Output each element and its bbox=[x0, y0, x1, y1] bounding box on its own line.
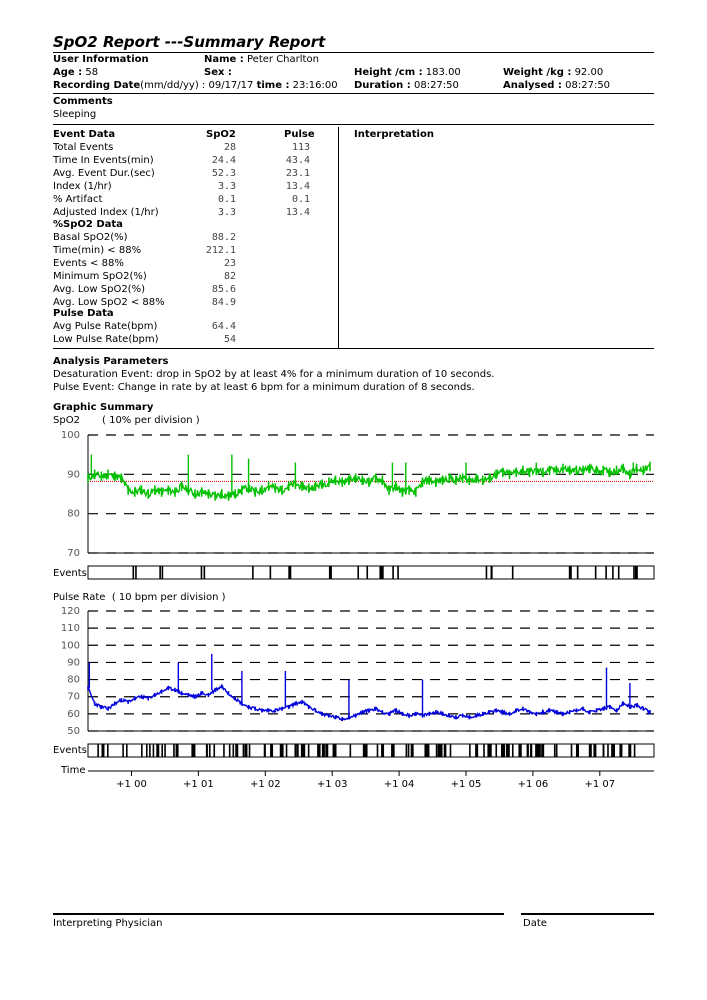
report-title: SpO2 Report ---Summary Report bbox=[53, 33, 326, 51]
event-marker bbox=[427, 744, 429, 757]
event-marker bbox=[264, 744, 266, 757]
recording-date-value: 09/17/17 bbox=[208, 80, 254, 91]
event-marker bbox=[589, 744, 592, 757]
event-marker bbox=[229, 744, 231, 757]
duration-field bbox=[354, 80, 459, 91]
event-marker bbox=[280, 744, 283, 757]
event-marker bbox=[605, 566, 607, 579]
recording-date-format: (mm/dd/yy) : bbox=[140, 80, 206, 91]
event-marker bbox=[556, 744, 558, 757]
event-marker bbox=[406, 744, 408, 757]
graphic-summary-heading: Graphic Summary bbox=[53, 402, 154, 413]
event-marker bbox=[424, 744, 427, 757]
event-marker bbox=[512, 744, 514, 757]
name-value: Peter Charlton bbox=[247, 54, 319, 65]
physician-label: Interpreting Physician bbox=[53, 918, 163, 929]
event-marker bbox=[141, 744, 143, 757]
event-marker bbox=[173, 744, 175, 757]
spo2-division-note: ( 10% per division ) bbox=[102, 415, 200, 426]
event-marker bbox=[392, 744, 394, 757]
time-value: 23:16:00 bbox=[292, 80, 338, 91]
interpretation-heading: Interpretation bbox=[354, 129, 434, 140]
time-tick-label: +1 06 bbox=[517, 779, 549, 790]
event-marker bbox=[126, 744, 128, 757]
pulse-division-note: ( 10 bpm per division ) bbox=[111, 592, 226, 603]
y-tick-label: 80 bbox=[67, 508, 80, 520]
date-label: Date bbox=[523, 918, 547, 929]
date-signature-line bbox=[521, 913, 654, 915]
event-marker bbox=[156, 744, 159, 757]
data-series-line bbox=[88, 687, 649, 720]
spo2-row-value: 212.1 bbox=[205, 245, 236, 256]
event-marker bbox=[318, 744, 320, 757]
event-row-label: Adjusted Index (1/hr) bbox=[53, 207, 159, 218]
y-tick-label: 100 bbox=[60, 430, 80, 441]
event-marker bbox=[176, 744, 179, 757]
event-marker bbox=[159, 566, 161, 579]
event-marker bbox=[107, 744, 109, 757]
event-marker bbox=[122, 744, 124, 757]
event-marker bbox=[439, 744, 441, 757]
event-marker bbox=[611, 744, 614, 757]
sex-label: Sex : bbox=[204, 67, 232, 78]
event-marker bbox=[531, 744, 533, 757]
event-marker bbox=[286, 744, 288, 757]
time-tick-label: +1 04 bbox=[383, 779, 415, 790]
event-row-pulse: 23.1 bbox=[285, 168, 310, 179]
spo2-row-label: Avg. Low SpO2(%) bbox=[53, 284, 145, 295]
event-marker bbox=[491, 566, 493, 579]
event-marker bbox=[162, 566, 164, 579]
pulse-chart-title: Pulse Rate bbox=[53, 592, 106, 603]
spo2-row-label: Time(min) < 88% bbox=[53, 245, 142, 256]
event-marker bbox=[297, 744, 299, 757]
event-marker bbox=[445, 744, 447, 757]
time-tick-label: +1 02 bbox=[249, 779, 281, 790]
event-marker bbox=[135, 566, 137, 579]
event-marker bbox=[441, 744, 443, 757]
event-marker bbox=[381, 744, 384, 757]
event-marker bbox=[288, 566, 291, 579]
y-tick-label: 100 bbox=[60, 640, 80, 652]
event-row-spo2: 24.4 bbox=[211, 155, 236, 166]
height-value: 183.00 bbox=[425, 67, 461, 78]
event-marker bbox=[486, 566, 488, 579]
y-tick-label: 70 bbox=[67, 691, 80, 703]
y-tick-label: 70 bbox=[67, 548, 80, 559]
spo2-row-value: 82 bbox=[223, 271, 236, 282]
analysed-label: Analysed : bbox=[503, 80, 562, 91]
event-marker bbox=[233, 744, 235, 757]
event-marker bbox=[537, 744, 540, 757]
event-row-pulse: 0.1 bbox=[291, 194, 310, 205]
event-row-spo2: 3.3 bbox=[217, 181, 236, 192]
event-marker bbox=[577, 566, 579, 579]
event-marker bbox=[634, 744, 636, 757]
analysed-value: 08:27:50 bbox=[565, 80, 611, 91]
height-field bbox=[354, 67, 461, 78]
spo2-events-label: Events bbox=[53, 568, 87, 579]
event-marker bbox=[506, 744, 508, 757]
event-row-label: Index (1/hr) bbox=[53, 181, 112, 192]
event-marker bbox=[612, 566, 614, 579]
event-marker bbox=[294, 744, 296, 757]
desaturation-parameter: Desaturation Event: drop in SpO2 by at least 4% for a minimum duration of 10 seconds. bbox=[53, 369, 495, 380]
pulse-parameter: Pulse Event: Change in rate by at least 6 bpm for a minimum duration of 8 seconds. bbox=[53, 382, 475, 393]
event-marker bbox=[577, 744, 579, 757]
interpretation-divider bbox=[338, 127, 339, 348]
spo2-chart-label: SpO2 bbox=[53, 415, 80, 426]
pulse-data-heading: Pulse Data bbox=[53, 308, 114, 319]
pulse-row-value: 54 bbox=[223, 334, 236, 345]
event-marker bbox=[350, 744, 352, 757]
y-tick-label: 110 bbox=[60, 623, 80, 635]
y-tick-label: 120 bbox=[60, 606, 80, 617]
name-field bbox=[204, 54, 319, 65]
event-marker bbox=[483, 744, 485, 757]
weight-label: Weight /kg : bbox=[503, 67, 572, 78]
event-marker bbox=[271, 744, 273, 757]
event-marker bbox=[618, 566, 620, 579]
event-marker bbox=[301, 744, 304, 757]
pulse-row-value: 64.4 bbox=[211, 321, 236, 332]
event-marker bbox=[223, 744, 225, 757]
spo2-chart bbox=[0, 425, 707, 585]
y-tick-label: 60 bbox=[67, 708, 80, 720]
event-marker bbox=[97, 744, 99, 757]
comments-value: Sleeping bbox=[53, 109, 97, 120]
event-marker bbox=[164, 744, 166, 757]
event-marker bbox=[411, 744, 414, 757]
recording-date-field bbox=[53, 80, 338, 91]
event-marker bbox=[554, 744, 556, 757]
time-tick-label: +1 00 bbox=[116, 779, 147, 790]
event-marker bbox=[329, 566, 332, 579]
event-marker bbox=[209, 744, 211, 757]
event-row-pulse: 13.4 bbox=[285, 181, 310, 192]
event-marker bbox=[161, 744, 163, 757]
event-marker bbox=[518, 744, 520, 757]
pulse-chart bbox=[0, 603, 707, 803]
event-marker bbox=[527, 744, 529, 757]
spo2-row-label: Events < 88% bbox=[53, 258, 124, 269]
event-marker bbox=[501, 744, 504, 757]
event-marker bbox=[132, 566, 134, 579]
event-row-label: Time In Events(min) bbox=[53, 155, 154, 166]
event-marker bbox=[541, 744, 544, 757]
age-value: 58 bbox=[85, 67, 99, 78]
event-marker bbox=[252, 566, 254, 579]
user-info-heading: User Information bbox=[53, 54, 149, 65]
event-marker bbox=[334, 744, 337, 757]
pulse-column-header: Pulse bbox=[284, 129, 315, 140]
event-marker bbox=[593, 744, 596, 757]
event-marker bbox=[153, 744, 155, 757]
event-marker bbox=[628, 744, 631, 757]
time-tick-label: +1 05 bbox=[450, 779, 482, 790]
event-marker bbox=[201, 566, 203, 579]
time-tick-label: +1 01 bbox=[183, 779, 214, 790]
event-marker bbox=[619, 744, 622, 757]
spo2-data-heading: %SpO2 Data bbox=[53, 219, 123, 230]
physician-signature-line bbox=[53, 913, 504, 915]
event-data-heading: Event Data bbox=[53, 129, 116, 140]
event-marker bbox=[191, 744, 193, 757]
event-marker bbox=[308, 744, 310, 757]
spo2-row-label: Avg. Low SpO2 < 88% bbox=[53, 297, 165, 308]
event-marker bbox=[595, 566, 597, 579]
event-marker bbox=[213, 744, 215, 757]
y-tick-label: 90 bbox=[67, 469, 80, 481]
pulse-row-label: Avg Pulse Rate(bpm) bbox=[53, 321, 158, 332]
time-axis-label: Time bbox=[61, 765, 86, 776]
spo2-column-header: SpO2 bbox=[206, 129, 236, 140]
events-strip bbox=[88, 744, 654, 757]
event-marker bbox=[249, 744, 251, 757]
duration-label: Duration : bbox=[354, 80, 411, 91]
event-marker bbox=[235, 744, 238, 757]
event-marker bbox=[377, 744, 379, 757]
event-marker bbox=[379, 566, 382, 579]
event-marker bbox=[270, 566, 272, 579]
time-label: time : bbox=[256, 80, 290, 91]
event-marker bbox=[490, 744, 492, 757]
event-row-pulse: 13.4 bbox=[285, 207, 310, 218]
event-row-spo2: 52.3 bbox=[211, 168, 236, 179]
pulse-events-label: Events bbox=[53, 745, 87, 756]
age-label: Age : bbox=[53, 67, 83, 78]
age-field bbox=[53, 67, 98, 78]
spo2-row-value: 23 bbox=[223, 258, 236, 269]
spo2-row-label: Basal SpO2(%) bbox=[53, 232, 128, 243]
duration-value: 08:27:50 bbox=[413, 80, 459, 91]
event-marker bbox=[635, 566, 638, 579]
event-marker bbox=[149, 744, 151, 757]
event-marker bbox=[206, 744, 208, 757]
event-marker bbox=[469, 744, 471, 757]
event-marker bbox=[512, 566, 514, 579]
event-row-pulse: 43.4 bbox=[285, 155, 310, 166]
event-row-spo2: 3.3 bbox=[217, 207, 236, 218]
spo2-row-value: 84.9 bbox=[211, 297, 236, 308]
time-tick-label: +1 07 bbox=[584, 779, 616, 790]
weight-value: 92.00 bbox=[574, 67, 604, 78]
event-marker bbox=[408, 744, 410, 757]
spo2-row-label: Minimum SpO2(%) bbox=[53, 271, 147, 282]
pulse-chart-label bbox=[53, 592, 226, 603]
weight-field bbox=[503, 67, 603, 78]
event-marker bbox=[603, 744, 605, 757]
y-tick-label: 80 bbox=[67, 674, 80, 686]
event-marker bbox=[633, 566, 635, 579]
pulse-row-label: Low Pulse Rate(bpm) bbox=[53, 334, 159, 345]
event-marker bbox=[243, 744, 245, 757]
event-marker bbox=[322, 744, 325, 757]
event-row-label: % Artifact bbox=[53, 194, 103, 205]
event-row-pulse: 113 bbox=[291, 142, 310, 153]
event-marker bbox=[607, 744, 609, 757]
title-rule bbox=[53, 52, 654, 53]
event-marker bbox=[436, 744, 438, 757]
event-marker bbox=[146, 744, 148, 757]
info-rule bbox=[53, 93, 654, 94]
event-marker bbox=[397, 566, 399, 579]
analysed-field bbox=[503, 80, 610, 91]
spo2-row-value: 88.2 bbox=[211, 232, 236, 243]
comments-rule bbox=[53, 124, 654, 125]
event-marker bbox=[366, 566, 368, 579]
y-tick-label: 50 bbox=[67, 726, 80, 737]
event-row-spo2: 28 bbox=[223, 142, 236, 153]
event-marker bbox=[366, 744, 368, 757]
comments-heading: Comments bbox=[53, 96, 113, 107]
event-marker bbox=[325, 744, 328, 757]
recording-date-label: Recording Date bbox=[53, 80, 141, 91]
event-marker bbox=[304, 744, 306, 757]
height-label: Height /cm : bbox=[354, 67, 423, 78]
event-marker bbox=[495, 744, 497, 757]
event-marker bbox=[204, 566, 206, 579]
spo2-row-value: 85.6 bbox=[211, 284, 236, 295]
event-marker bbox=[392, 566, 394, 579]
event-marker bbox=[475, 744, 478, 757]
event-marker bbox=[244, 744, 247, 757]
event-marker bbox=[357, 566, 359, 579]
event-marker bbox=[450, 744, 452, 757]
event-marker bbox=[382, 566, 384, 579]
event-row-spo2: 0.1 bbox=[217, 194, 236, 205]
y-tick-label: 90 bbox=[67, 657, 80, 669]
event-marker bbox=[571, 744, 573, 757]
time-tick-label: +1 03 bbox=[316, 779, 348, 790]
name-label: Name : bbox=[204, 54, 244, 65]
event-marker bbox=[569, 566, 572, 579]
event-marker bbox=[101, 744, 104, 757]
event-row-label: Avg. Event Dur.(sec) bbox=[53, 168, 155, 179]
analysis-heading: Analysis Parameters bbox=[53, 356, 169, 367]
event-row-label: Total Events bbox=[53, 142, 114, 153]
table-rule bbox=[53, 348, 654, 349]
